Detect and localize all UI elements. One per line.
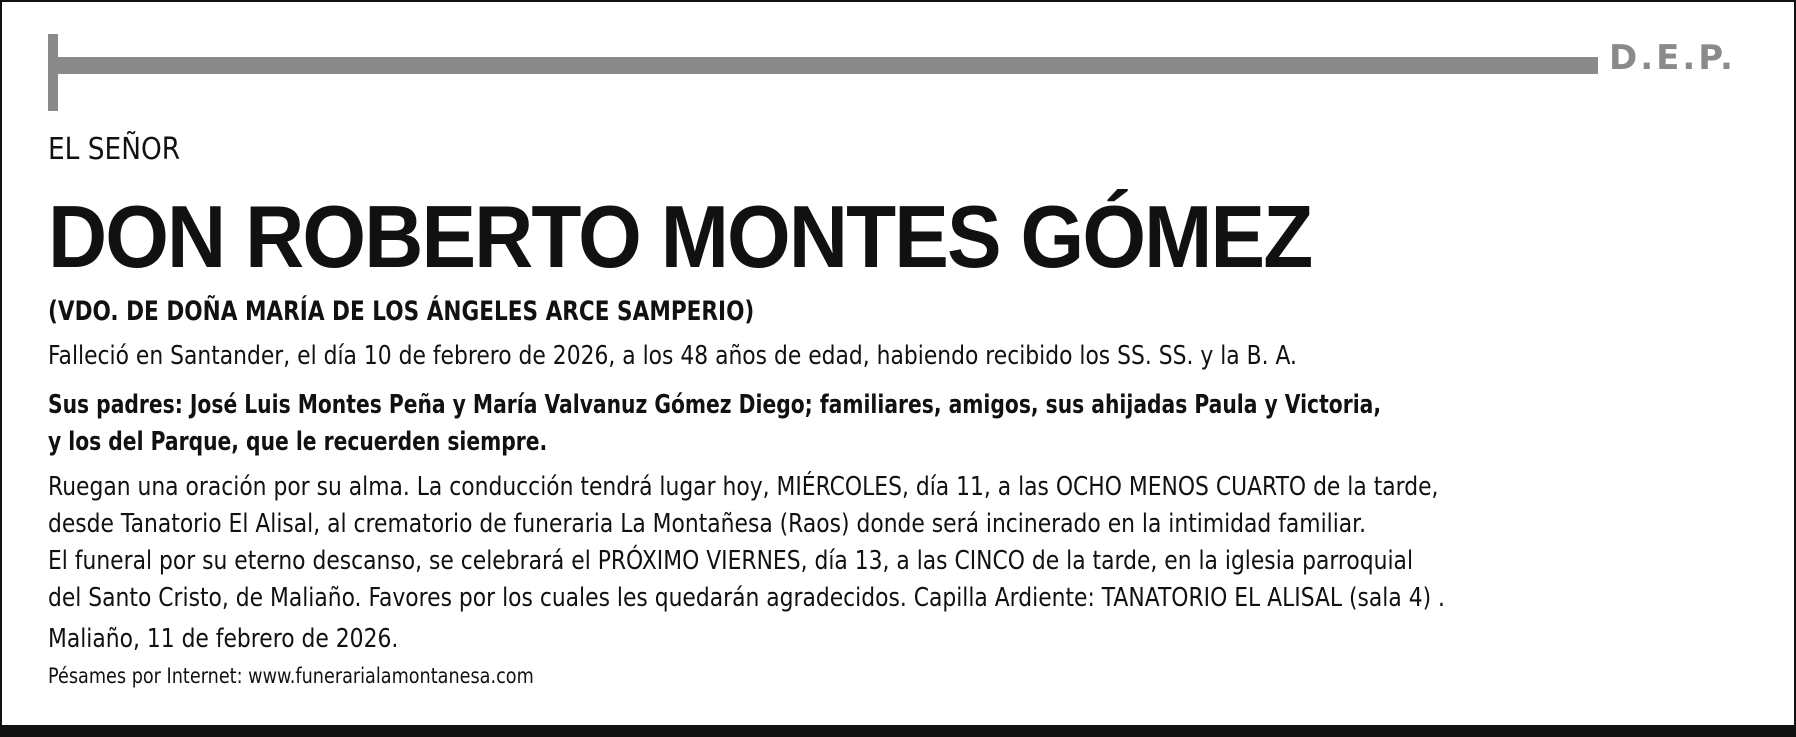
widower-line: (VDO. DE DOÑA MARÍA DE LOS ÁNGELES ARCE SAMPERIO) bbox=[48, 296, 755, 327]
condolences-link[interactable]: Pésames por Internet: www.funerarialamontanesa.com bbox=[48, 664, 534, 688]
dep-label: D.E.P. bbox=[1609, 38, 1736, 78]
title-label: EL SEÑOR bbox=[48, 132, 181, 167]
details-line: El funeral por su eterno descanso, se celebrará el PRÓXIMO VIERNES, día 13, a las CINCO de la tarde, en la iglesia parroquial bbox=[48, 546, 1414, 576]
family-line: y los del Parque, que le recuerden siempre. bbox=[48, 427, 548, 457]
deceased-name: DON ROBERTO MONTES GÓMEZ bbox=[48, 187, 1312, 286]
bottom-border bbox=[0, 725, 1796, 737]
details-line: desde Tanatorio El Alisal, al crematorio de funeraria La Montañesa (Raos) donde será incinerado en la intimidad familiar. bbox=[48, 509, 1367, 539]
place-date: Maliaño, 11 de febrero de 2026. bbox=[48, 624, 399, 654]
details-line: del Santo Cristo, de Maliaño. Favores por los cuales les quedarán agradecidos. Capilla Ardiente: TANATORIO EL ALISAL (sala 4) . bbox=[48, 583, 1445, 613]
death-notice: Falleció en Santander, el día 10 de febrero de 2026, a los 48 años de edad, habiendo recibido los SS. SS. y la B. A. bbox=[48, 341, 1297, 371]
details-line: Ruegan una oración por su alma. La conducción tendrá lugar hoy, MIÉRCOLES, día 11, a las OCHO MENOS CUARTO de la tarde, bbox=[48, 472, 1439, 502]
family-line: Sus padres: José Luis Montes Peña y María Valvanuz Gómez Diego; familiares, amigos, sus ahijadas Paula y Victoria, bbox=[48, 390, 1382, 420]
header-rule bbox=[48, 57, 1598, 74]
